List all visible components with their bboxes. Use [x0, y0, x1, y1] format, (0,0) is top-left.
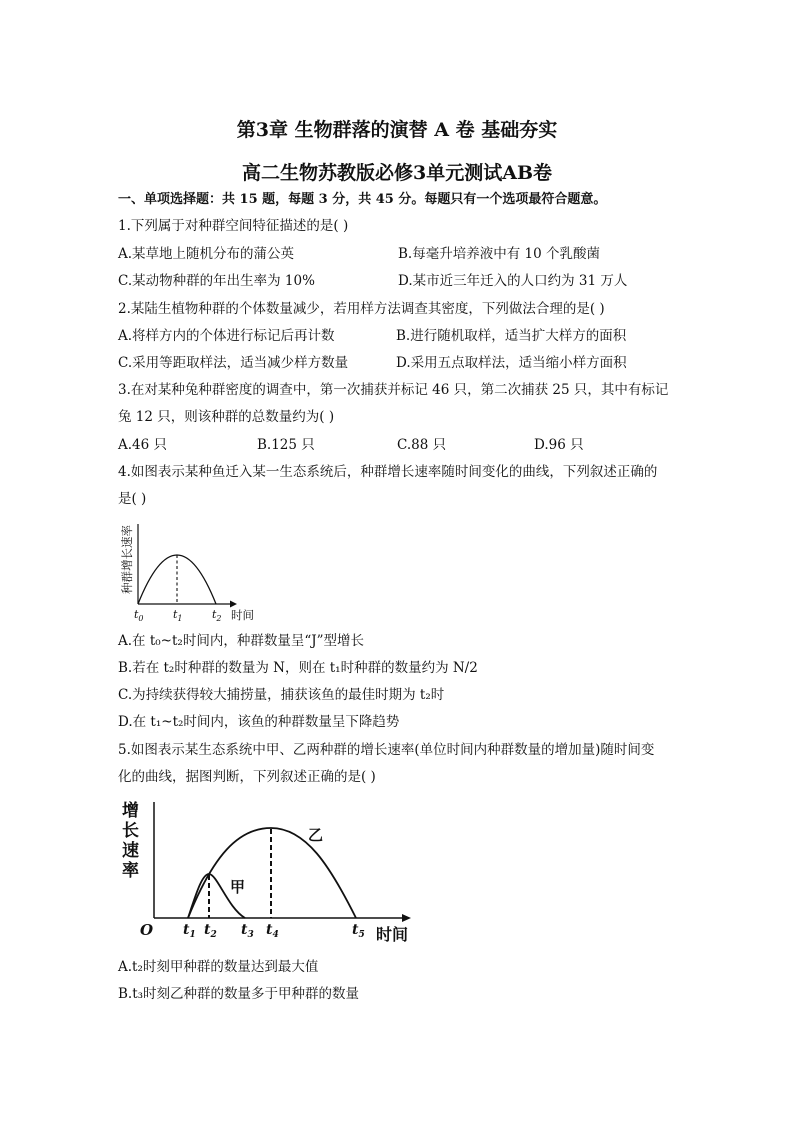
- q5-t4-label: $t_4$: [266, 922, 279, 940]
- q2-option-a: A.将样方内的个体进行标记后再计数: [118, 328, 335, 344]
- q4-option-d: D.在 t₁~t₂时间内，该鱼的种群数量呈下降趋势: [118, 714, 400, 730]
- q2-stem: 2.某陆生植物种群的个体数量减少，若用样方法调查其密度，下列做法合理的是( ): [118, 301, 605, 317]
- q5-label-jia: 甲: [230, 878, 246, 896]
- q5-ylabel-char: 增: [122, 801, 139, 821]
- q1-stem: 1.下列属于对种群空间特征描述的是( ): [118, 218, 349, 234]
- q5-label-yi: 乙: [308, 826, 324, 844]
- q4-option-b: B.若在 t₂时种群的数量为 N，则在 t₁时种群的数量约为 N/2: [118, 660, 478, 676]
- q3-option-a: A.46 只: [118, 437, 168, 453]
- q5-stem-line1: 5.如图表示某生态系统中甲、乙两种群的增长速率(单位时间内种群数量的增加量)随时间变: [118, 742, 655, 758]
- q4-chart-ylabel: 种群增长速率: [120, 525, 134, 594]
- q1-option-d: D.某市近三年迁入的人口约为 31 万人: [398, 273, 628, 289]
- q5-ylabel-char: 长: [122, 821, 139, 841]
- q5-t1-label: $t_1$: [183, 922, 196, 940]
- q3-stem-line1: 3.在对某种兔种群密度的调查中，第一次捕获并标记 46 只，第二次捕获 25 只，其中有标记: [118, 382, 669, 398]
- q1-option-a: A.某草地上随机分布的蒲公英: [118, 246, 295, 262]
- q3-option-b: B.125 只: [257, 437, 315, 453]
- q2-option-d: D.采用五点取样法，适当缩小样方面积: [396, 355, 627, 371]
- q4-t1-label: $t_1$: [173, 608, 183, 623]
- q3-stem-line2: 兔 12 只，则该种群的总数量约为( ): [118, 409, 335, 425]
- q3-option-c: C.88 只: [397, 437, 447, 453]
- q2-option-b: B.进行随机取样，适当扩大样方的面积: [396, 328, 627, 344]
- q1-option-b: B.每毫升培养液中有 10 个乳酸菌: [398, 246, 600, 262]
- q5-x-arrow: [402, 914, 411, 922]
- q5-ylabel-char: 速: [122, 841, 139, 861]
- q4-growth-rate-chart: [118, 518, 278, 628]
- title-chapter: 第3章 生物群落的演替 A 卷 基础夯实: [236, 119, 558, 141]
- q5-t2-label: $t_2$: [204, 922, 217, 940]
- q4-option-c: C.为持续获得较大捕捞量，捕获该鱼的最佳时期为 t₂时: [118, 687, 445, 703]
- section-heading: 一、单项选择题：共 15 题，每题 3 分，共 45 分。每题只有一个选项最符合题意。: [118, 192, 607, 207]
- q4-x-arrow: [230, 601, 237, 608]
- q5-option-b: B.t₃时刻乙种群的数量多于甲种群的数量: [118, 986, 360, 1002]
- q4-t0-label: $t_0$: [134, 608, 144, 623]
- q5-ylabel-char: 率: [122, 861, 139, 881]
- q5-origin-label: O: [140, 921, 154, 939]
- q4-t2-label: $t_2$: [212, 608, 222, 623]
- q1-option-c: C.某动物种群的年出生率为 10%: [118, 273, 315, 289]
- q5-t5-label: $t_5$: [352, 922, 365, 940]
- q5-option-a: A.t₂时刻甲种群的数量达到最大值: [118, 959, 319, 975]
- q2-option-c: C.采用等距取样法，适当减少样方数量: [118, 355, 349, 371]
- q5-stem-line2: 化的曲线，据图判断，下列叙述正确的是( ): [118, 769, 376, 785]
- q4-stem-line2: 是( ): [118, 491, 147, 507]
- q5-t3-label: $t_3$: [241, 922, 254, 940]
- q4-stem-line1: 4.如图表示某种鱼迁入某一生态系统后，种群增长速率随时间变化的曲线，下列叙述正确的: [118, 464, 658, 480]
- q4-chart-xlabel: 时间: [231, 608, 254, 622]
- title-test: 高二生物苏教版必修3单元测试AB卷: [241, 162, 553, 184]
- q5-growth-rate-chart: [118, 796, 418, 946]
- q4-option-a: A.在 t₀~t₂时间内，种群数量呈“J”型增长: [118, 633, 365, 649]
- q5-chart-xlabel: 时间: [376, 925, 409, 944]
- q3-option-d: D.96 只: [534, 437, 584, 453]
